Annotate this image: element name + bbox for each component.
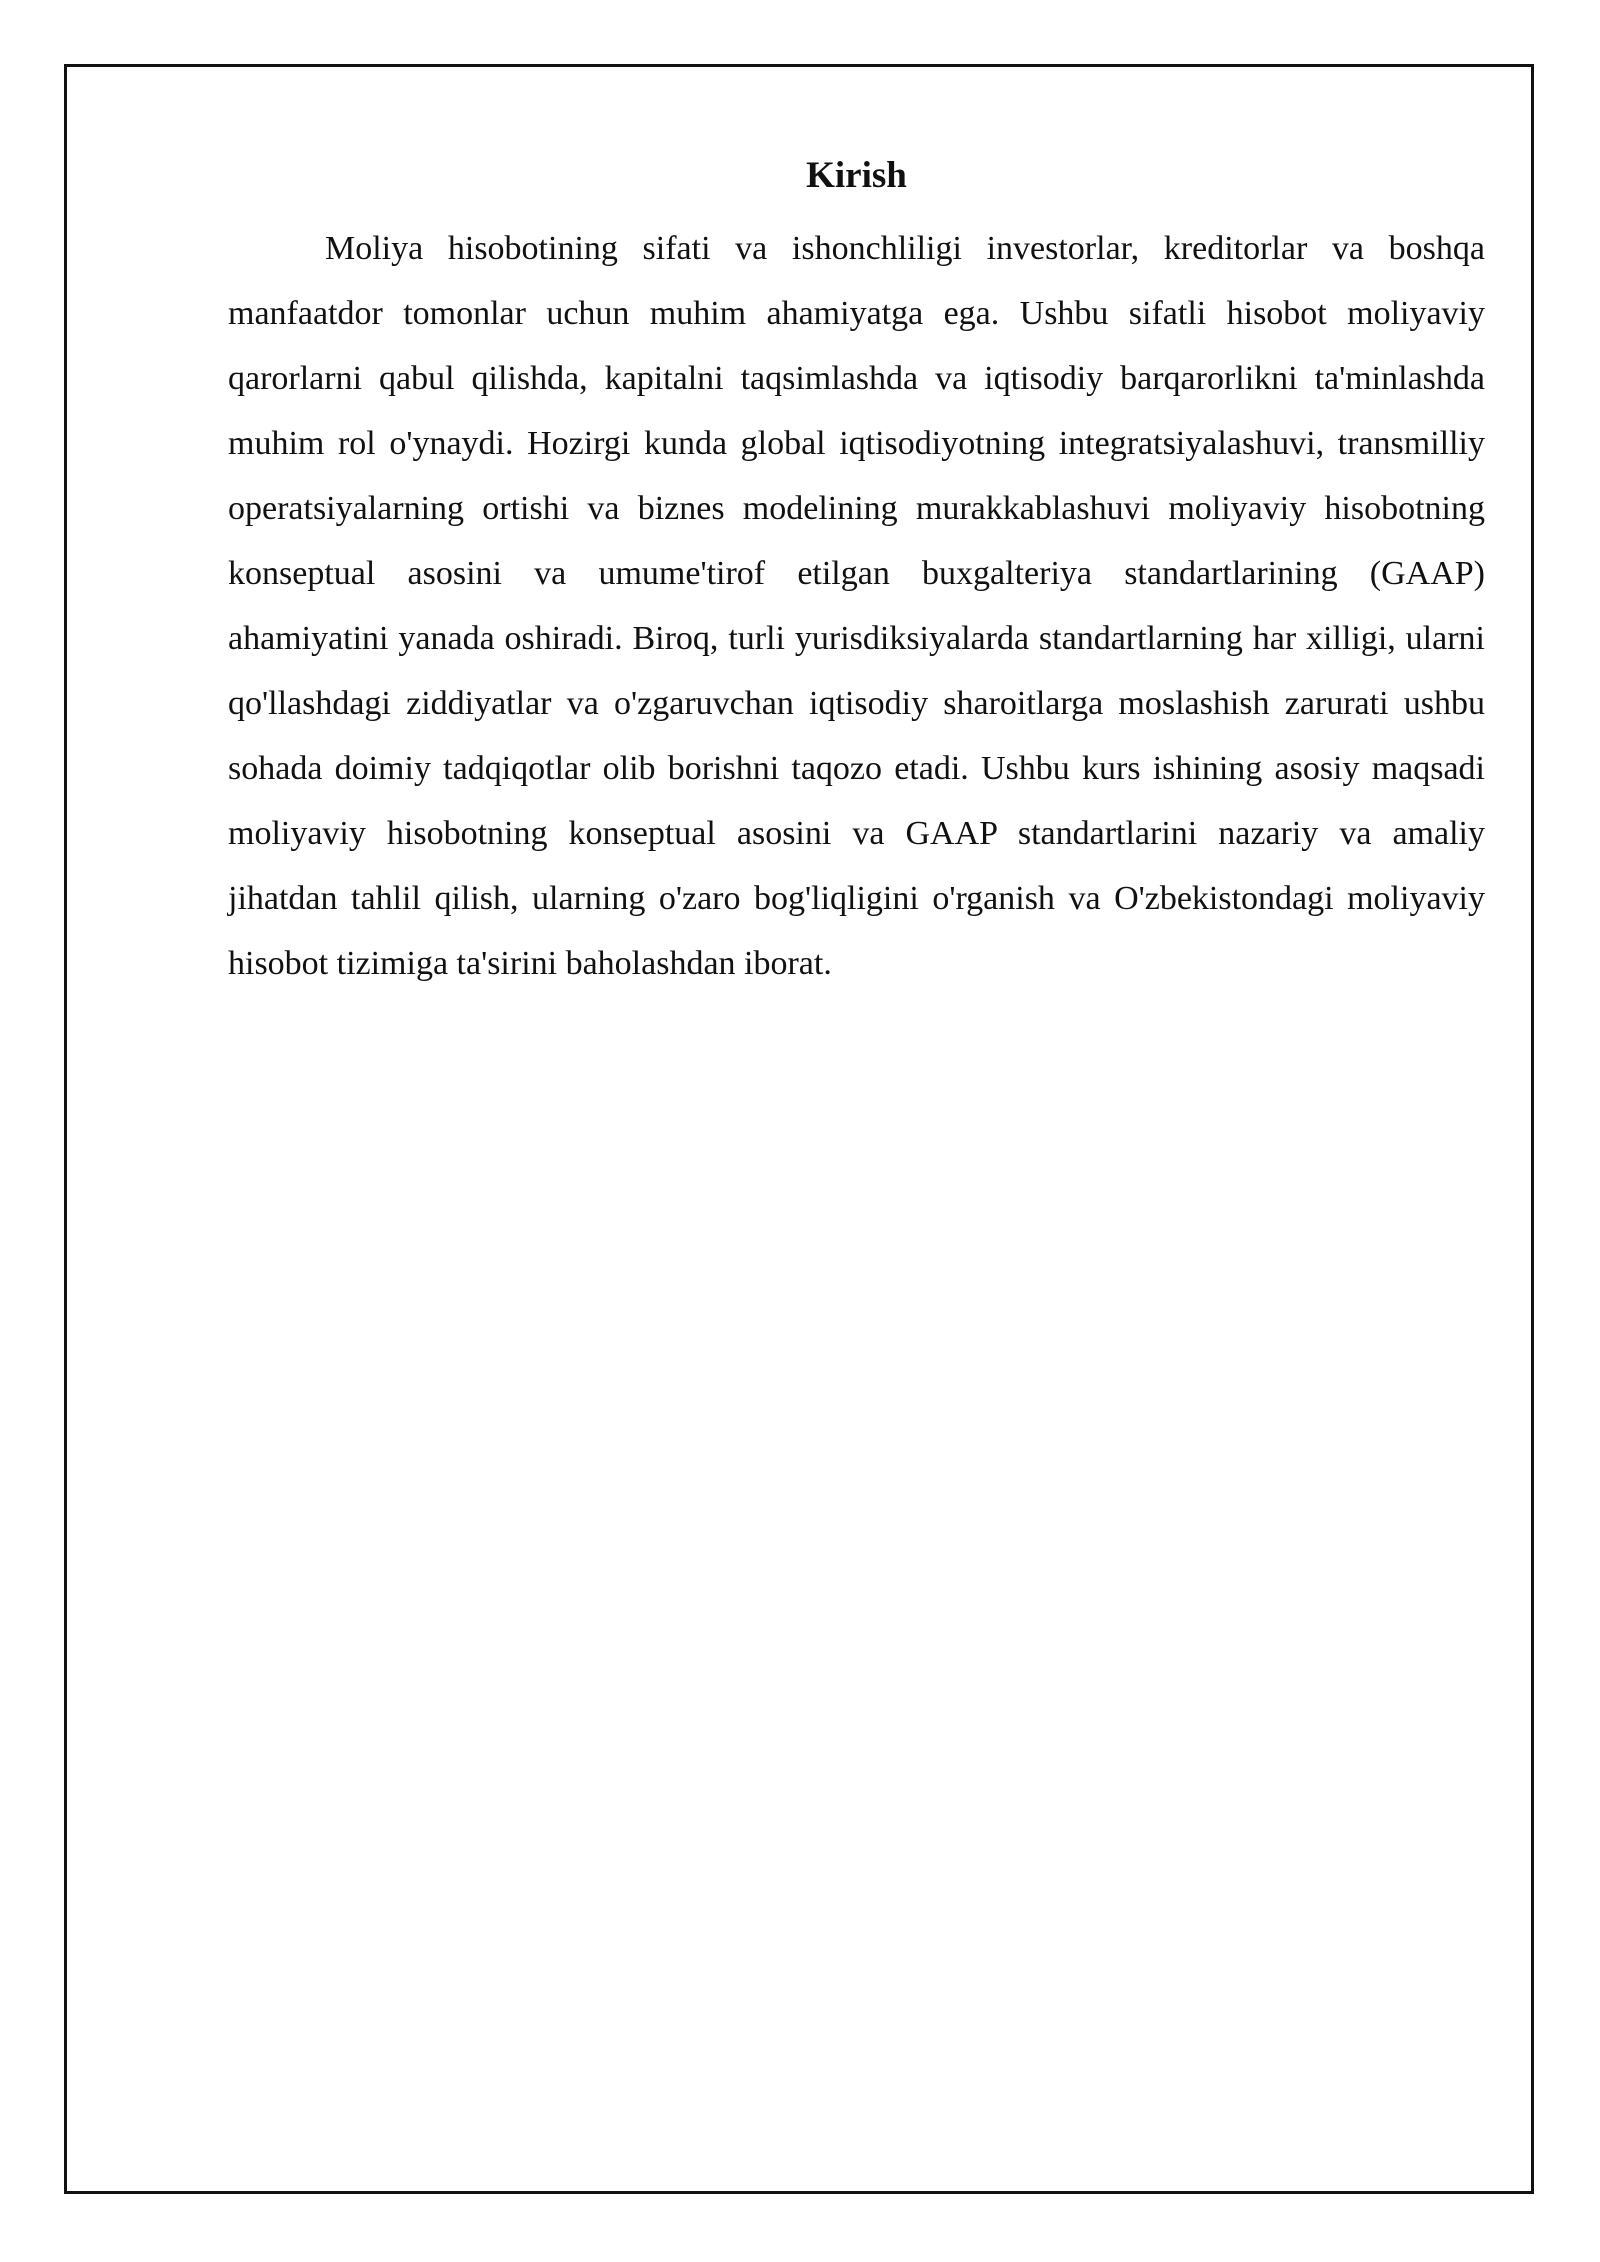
document-content [228,148,1485,996]
body-paragraph: Moliya hisobotining sifati va ishonchliligi investorlar, kreditorlar va boshqa manfaatdor tomonlar uchun muhim ahamiyatga ega. Ushbu sifatli hisobot moliyaviy qarorlarni qabul qilishda, kapitalni taqsimlashda va iqtisodiy barqarorlikni ta'minlashda muhim rol o'ynaydi. Hozirgi kunda global iqtisodiyotning integratsiyalashuvi, transmilliy operatsiyalarning ortishi va biznes modelining murakkablashuvi moliyaviy hisobotning konseptual asosini va umume'tirof etilgan buxgalteriya standartlarining (GAAP) ahamiyatini yanada oshiradi. Biroq, turli yurisdiksiyalarda standartlarning har xilligi, ularni qo'llashdagi ziddiyatlar va o'zgaruvchan iqtisodiy sharoitlarga moslashish zarurati ushbu sohada doimiy tadqiqotlar olib borishni taqozo etadi. Ushbu kurs ishining asosiy maqsadi moliyaviy hisobotning konseptual asosini va GAAP standartlarini nazariy va amaliy jihatdan tahlil qilish, ularning o'zaro bog'liqligini o'rganish va O'zbekistondagi moliyaviy hisobot tizimiga ta'sirini baholashdan iborat. [228,230,1485,982]
section-title: Kirish [806,155,907,196]
